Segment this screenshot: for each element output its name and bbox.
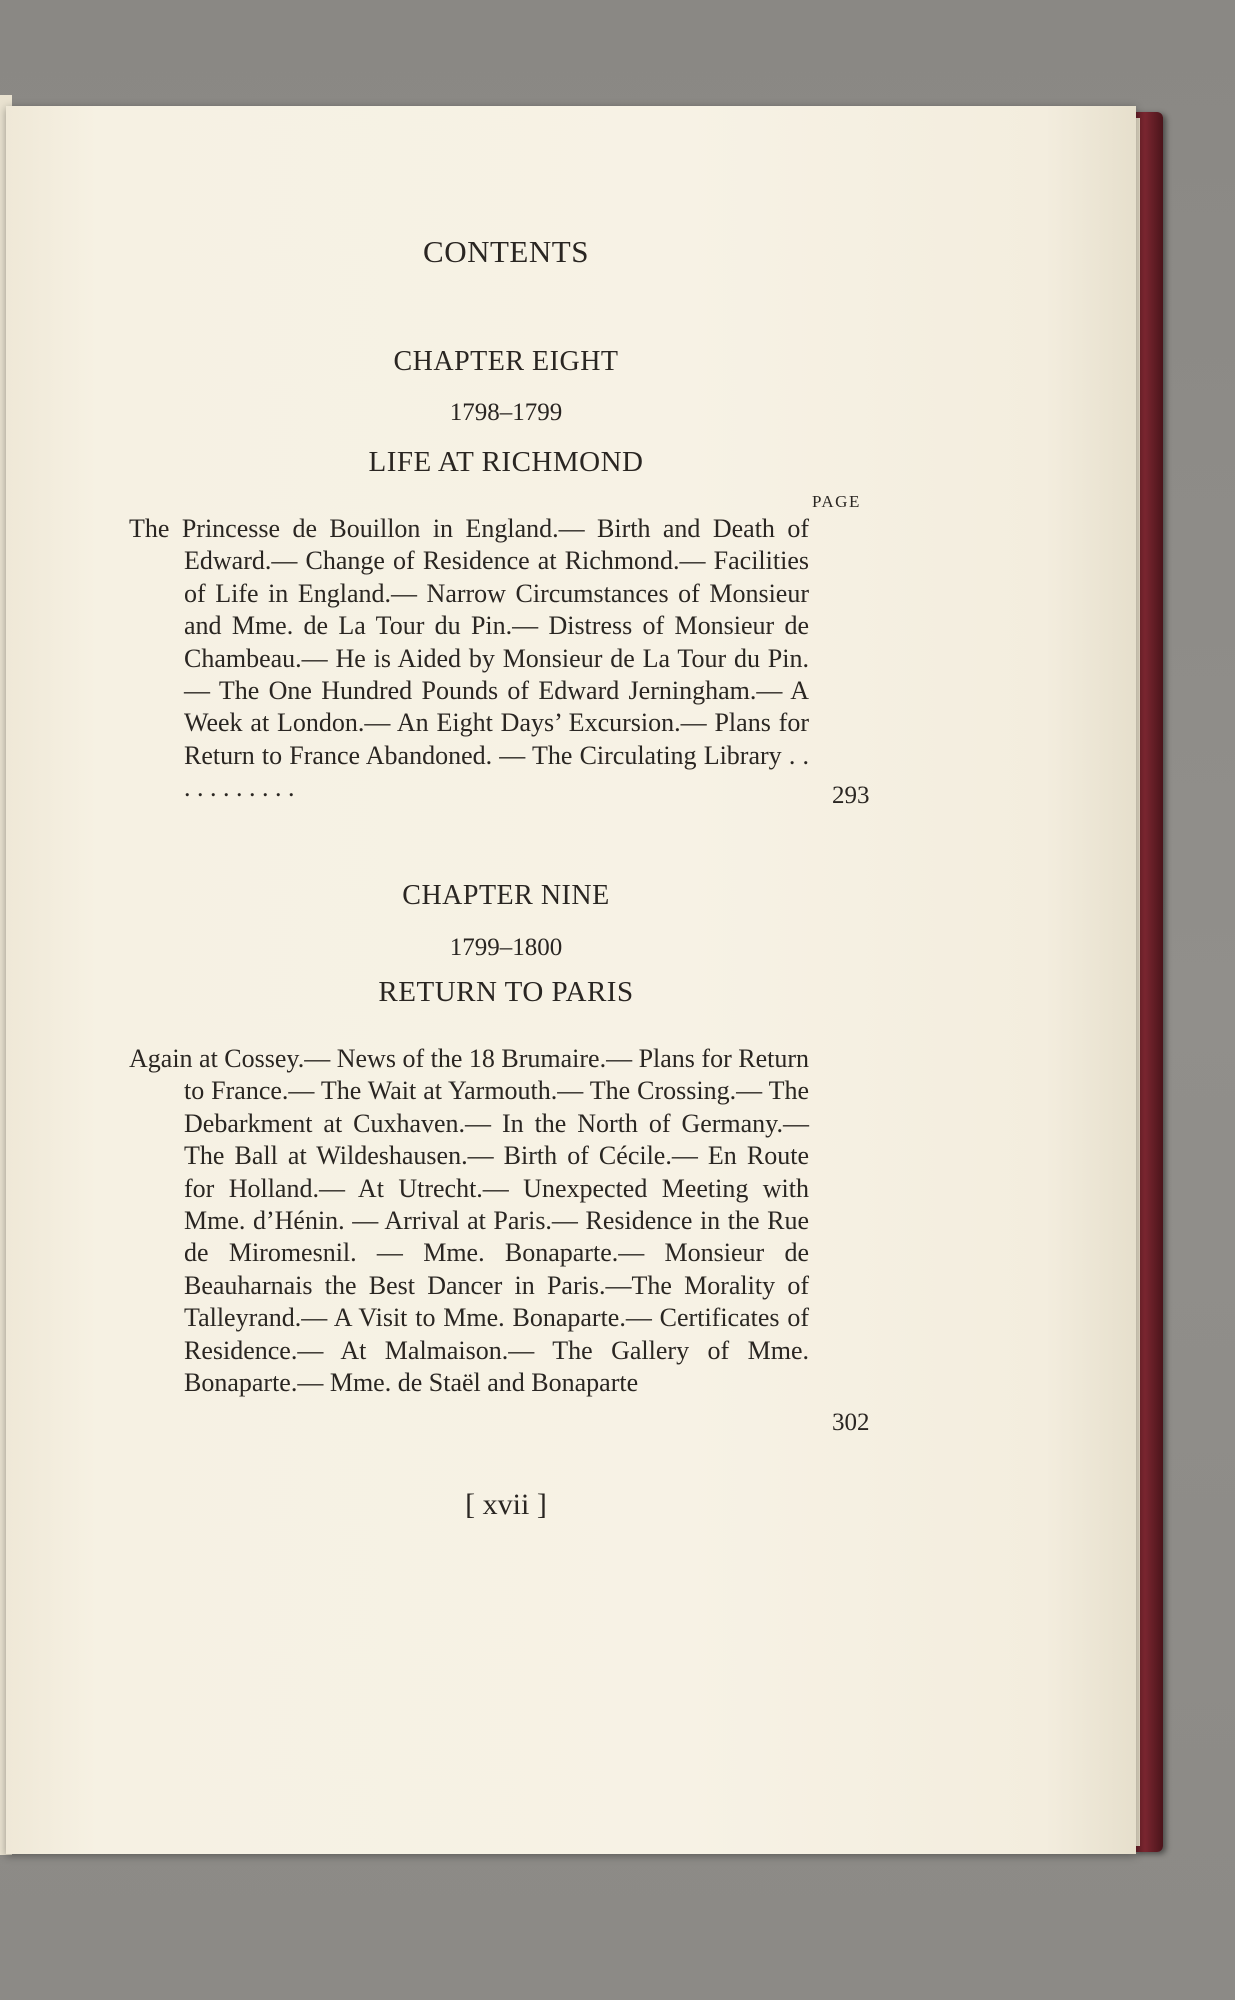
book-page — [6, 106, 1136, 1854]
chapter-eight-summary: The Princesse de Bouillon in England.— Birth and Death of Edward.— Change of Residence at Richmond.— Facilities of Life in England.— Narrow Circumstances of Monsieur and Mme. de La Tour du Pin.— Distress of Monsieur de Chambeau.— He is Aided by Monsieur de La Tour du Pin.— The One Hundred Pounds of Edward Jerningham.— A Week at London.— An Eight Days’ Excursion.— Plans for Return to France Abandoned. — The Circulating Library . . . . . . . . . . . — [129, 514, 809, 803]
page-column-label: PAGE — [812, 492, 861, 511]
page-folio: [ xvii ] — [465, 1488, 547, 1521]
chapter-eight-title: CHAPTER EIGHT — [393, 346, 619, 377]
contents-heading: CONTENTS — [423, 234, 589, 269]
chapter-eight-years: 1798–1799 — [449, 399, 563, 426]
chapter-nine-page-number: 302 — [832, 1409, 870, 1436]
chapter-eight-page-number: 293 — [832, 782, 870, 809]
chapter-nine-years: 1799–1800 — [449, 934, 563, 961]
chapter-nine-summary: Again at Cossey.— News of the 18 Brumaire.— Plans for Return to France.— The Wait at Yarmouth.— The Crossing.— The Debarkment at Cuxhaven.— In the North of Germany.— The Ball at Wildeshausen.— Birth of Cécile.— En Route for Holland.— At Utrecht.— Unexpected Meeting with Mme. d’Hénin. — Arrival at Paris.— Residence in the Rue de Miromesnil. — Mme. Bonaparte.— Monsieur de Beauharnais the Best Dancer in Paris.—The Morality of Talleyrand.— A Visit to Mme. Bonaparte.— Certificates of Residence.— At Malmaison.— The Gallery of Mme. Bonaparte.— Mme. de Staël and Bonaparte — [129, 1044, 809, 1398]
chapter-nine-subtitle: RETURN TO PARIS — [378, 976, 634, 1008]
chapter-eight-subtitle: LIFE AT RICHMOND — [368, 446, 644, 478]
chapter-nine-title: CHAPTER NINE — [402, 880, 610, 911]
